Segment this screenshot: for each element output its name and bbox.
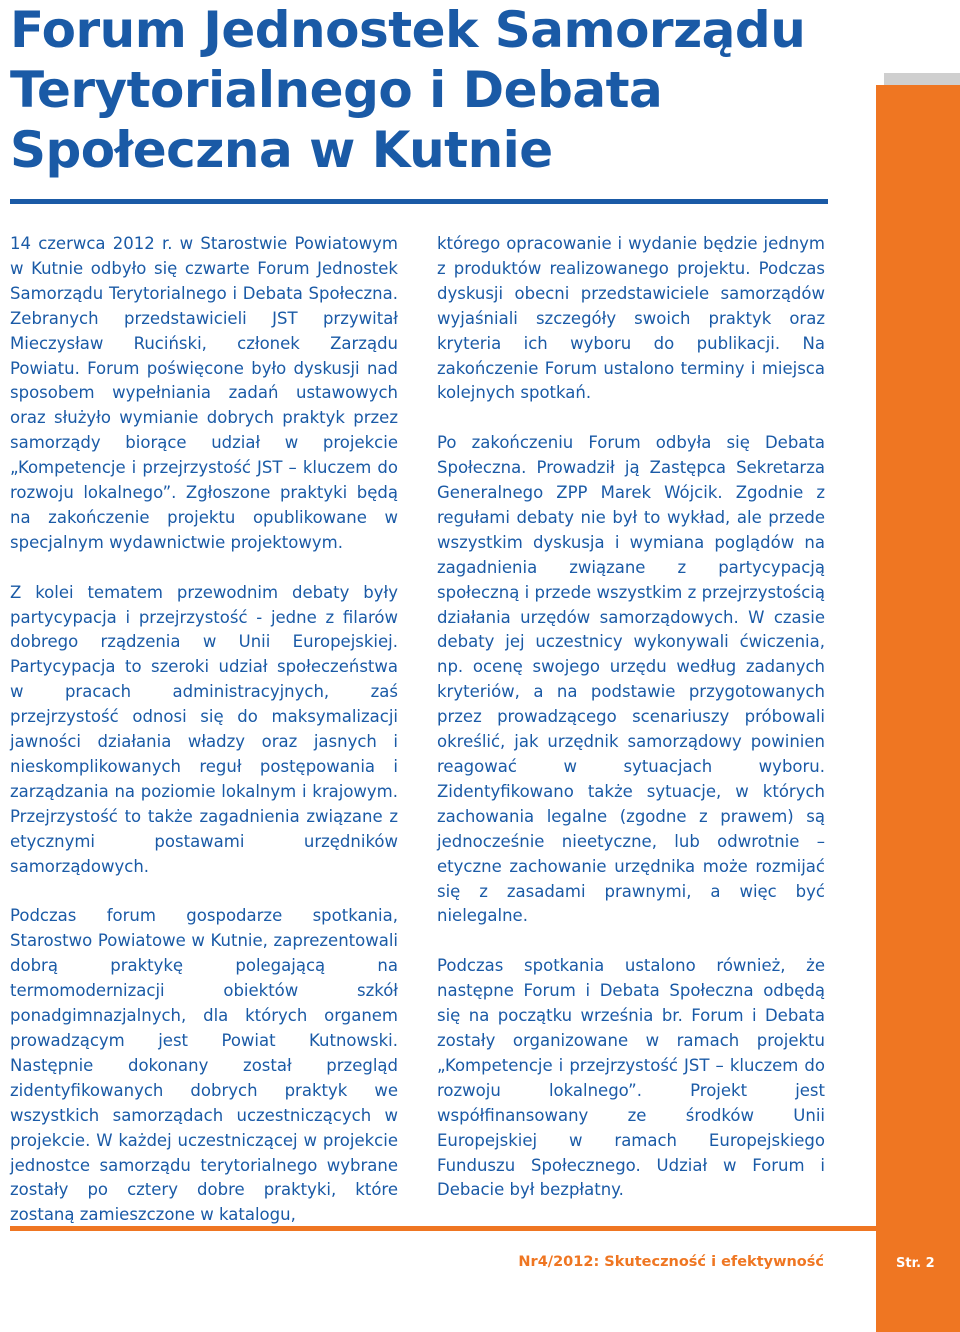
footer-divider <box>10 1226 876 1231</box>
paragraph: Podczas spotkania ustalono również, że następne Forum i Debata Społeczna odbędą się na początku września br. Forum i Debata zostały organizowane w ramach projektu „Kompetencje i przejrzystość JST – kluczem do rozwoju lokalnego”. Projekt jest współfinansowany ze środków Unii Europejskiej w ramach Europejskiego Funduszu Społecznego. Udział w Forum i Debacie był bezpłatny. <box>437 956 825 1200</box>
orange-side-bar <box>876 85 960 1332</box>
page-number: Str. 2 <box>896 1256 935 1271</box>
right-column <box>437 232 825 1228</box>
article-title: Forum Jednostek Samorządu Terytorialnego i Debata Społeczna w Kutnie <box>10 1 806 179</box>
paragraph: 14 czerwca 2012 r. w Starostwie Powiatowym w Kutnie odbyło się czwarte Forum Jednostek Samorządu Terytorialnego i Debata Społeczna. Zebranych przedstawicieli JST przywitał Mieczysław Ruciński, członek Zarządu Powiatu. Forum poświęcone było dyskusji nad sposobem wypełniania zadań ustawowych oraz służyło wymianie dobrych praktyk przez samorządy biorące udział w projekcie „Kompetencje i przejrzystość JST – kluczem do rozwoju lokalnego”. Zgłoszone praktyki będą na zakończenie projektu opublikowane w specjalnym wydawnictwie projektowym. <box>10 234 398 552</box>
paragraph: Z kolei tematem przewodnim debaty były partycypacja i przejrzystość - jedne z filarów dobrego rządzenia w Unii Europejskiej. Partycypacja to szeroki udział społeczeństwa w pracach administracyjnych, zaś przejrzystość odnosi się do maksymalizacji jawności działania władzy oraz jasnych i nieskomplikowanych reguł postępowania i zarządzania na poziomie lokalnym i krajowym. Przejrzystość to także zagadnienia związane z etycznymi postawami urzędników samorządowych. <box>10 582 398 876</box>
left-column <box>10 232 398 1253</box>
issue-label: Nr4/2012: Skuteczność i efektywność <box>518 1254 824 1270</box>
paragraph: którego opracowanie i wydanie będzie jednym z produktów realizowanego projektu. Podczas dyskusji obecni przedstawiciele samorządów wyjaśniali szczegóły swoich praktyk oraz kryteria ich wyboru do publikacji. Na zakończenie Forum ustalono terminy i miejsca kolejnych spotkań. <box>437 234 825 403</box>
title-divider <box>10 199 828 204</box>
paragraph: Podczas forum gospodarze spotkania, Starostwo Powiatowe w Kutnie, zaprezentowali dobrą praktykę polegającą na termomodernizacji obiektów szkół ponadgimnazjalnych, dla których organem prowadzącym jest Powiat Kutnowski. Następnie dokonany został przegląd zidentyfikowanych dobrych praktyk we wszystkich samorządach uczestniczących w projekcie. W każdej uczestniczącej w projekcie jednostce samorządu terytorialnego wybrane zostały po cztery dobre praktyki, które zostaną zamieszczone w katalogu, <box>10 906 398 1225</box>
paragraph: Po zakończeniu Forum odbyła się Debata Społeczna. Prowadził ją Zastępca Sekretarza Generalnego ZPP Marek Wójcik. Zgodnie z regułami debaty nie był to wykład, ale przede wszystkim dyskusja i wymiana poglądów na zagadnienia związane z partycypacją społeczną i przede wszystkim z przejrzystością działania urzędów samorządowych. W czasie debaty jej uczestnicy wykonywali ćwiczenia, np. ocenę swojego urzędu według zadanych kryteriów, a na podstawie przygotowanych przez prowadzącego scenariuszy próbowali określić, jak urzędnik samorządowy powinien reagować w sytuacjach wyboru. Zidentyfikowano także sytuacje, w których zachowania legalne (zgodne z prawem) są jednocześnie nieetyczne, lub odwrotnie – etyczne zachowanie urzędnika może rozmijać się z zasadami prawnymi, a więc być nielegalne. <box>437 433 825 926</box>
